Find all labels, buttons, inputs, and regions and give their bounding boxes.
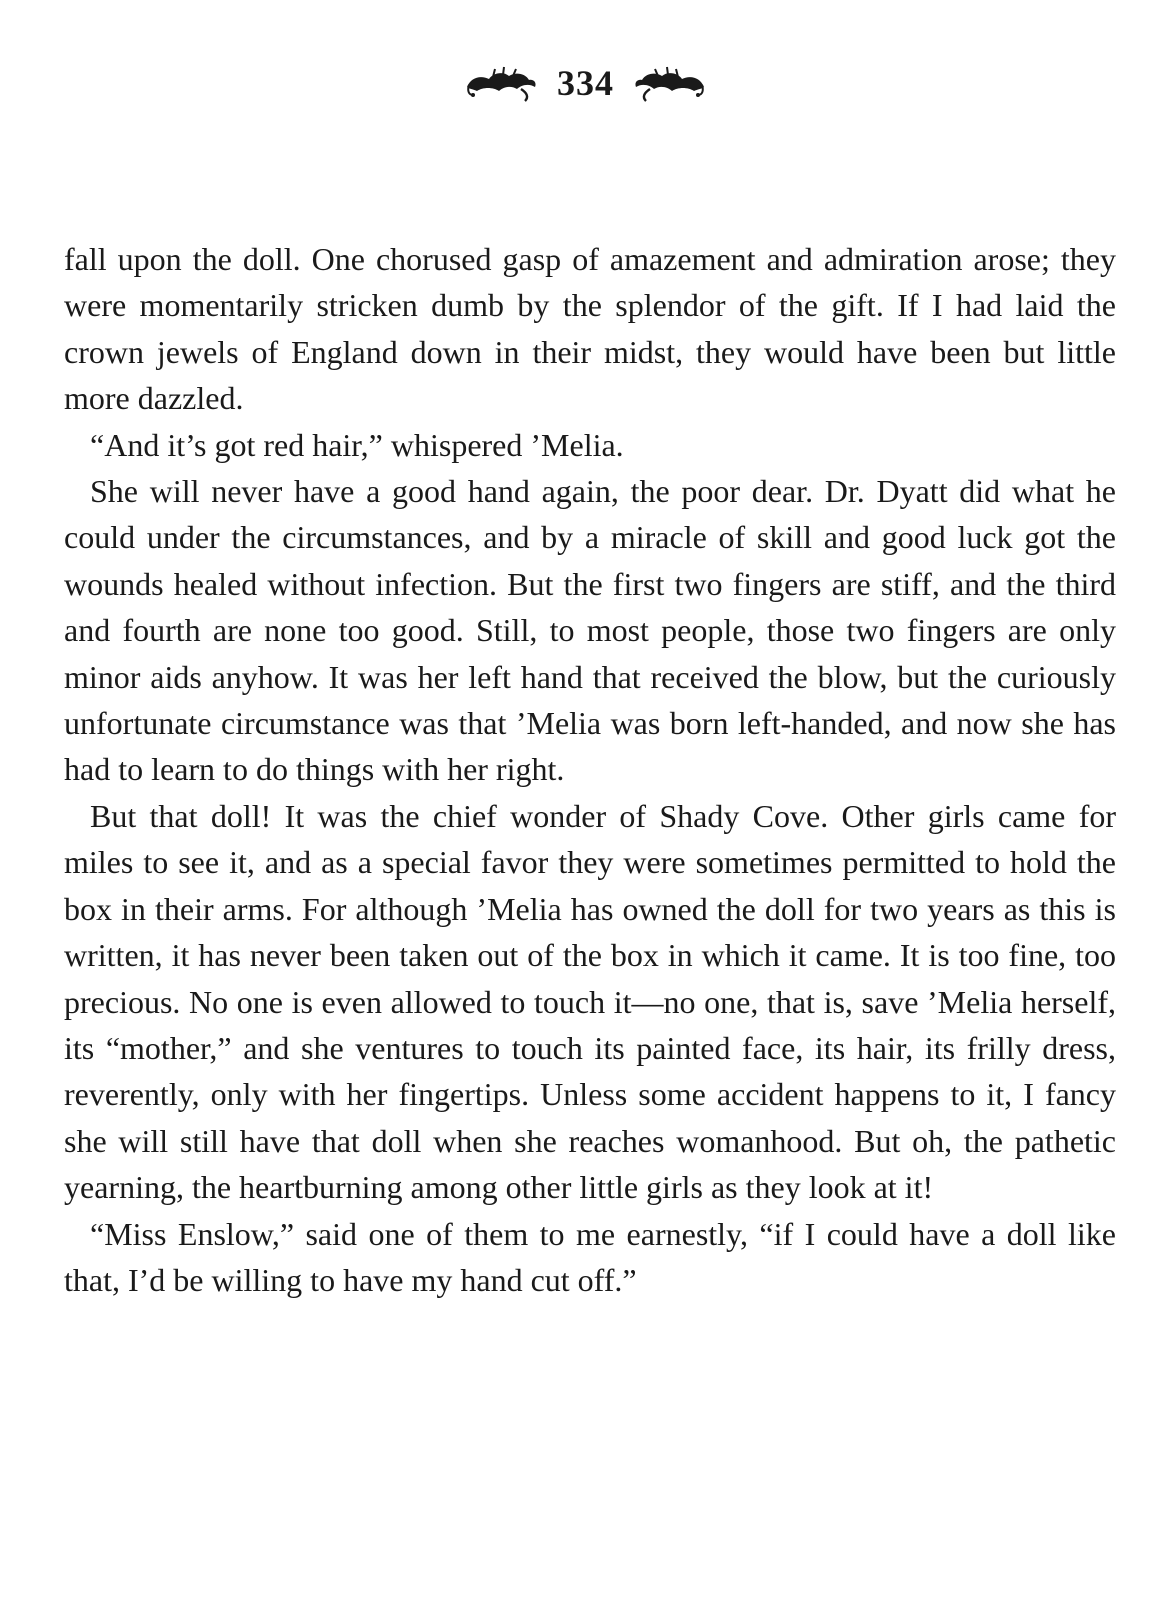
floral-ornament-icon [463,63,539,103]
paragraph: fall upon the doll. One chorused gasp of amazement and admiration arose; they were momentarily stricken dumb by the splendor of the gift. If I had laid the crown jewels of England down in their midst, they would have been but little more dazzled. [64,241,1116,417]
paragraph: “Miss Enslow,” said one of them to me earnestly, “if I could have a doll like that, I’d be willing to have my hand cut off.” [64,1215,1116,1298]
body-text [64,236,1116,1303]
page-number: 334 [557,63,614,103]
paragraph: But that doll! It was the chief wonder of Shady Cove. Other girls came for miles to see it, and as a special favor they were sometimes permitted to hold the box in their arms. For although ’Melia has owned the doll for two years as this is written, it has never been taken out of the box in which it came. It is too fine, too precious. No one is even allowed to touch it—no one, that is, save ’Melia herself, its “mother,” and she ventures to touch its painted face, its hair, its frilly dress, reverently, only with her fingertips. Unless some accident happens to it, I fancy she will still have that doll when she reaches womanhood. But oh, the pathetic yearning, the heartburning among other little girls as they look at it! [64,797,1116,1206]
paragraph: “And it’s got red hair,” whispered ’Melia. [90,426,624,463]
paragraph: She will never have a good hand again, the poor dear. Dr. Dyatt did what he could under the circumstances, and by a miracle of skill and good luck got the wounds healed without infection. But the first two fingers are stiff, and the third and fourth are none too good. Still, to most people, those two fingers are only minor aids anyhow. It was her left hand that received the blow, but the curiously unfortunate circumstance was that ’Melia was born left-handed, and now she has had to learn to do things with her right. [64,473,1116,788]
floral-ornament-icon [632,63,708,103]
page-header [0,62,1171,104]
